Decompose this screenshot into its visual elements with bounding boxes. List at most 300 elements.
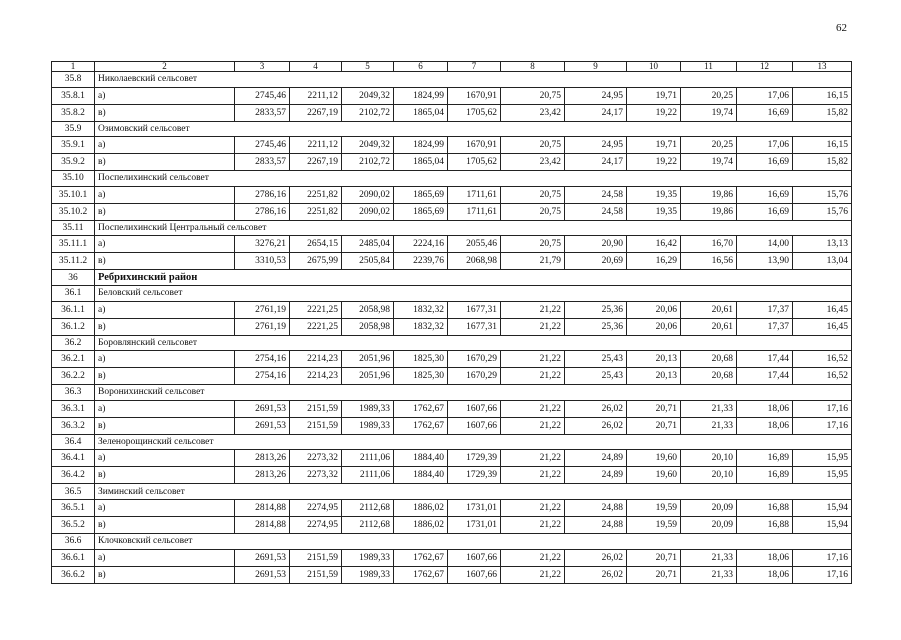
value-cell: 15,95	[793, 467, 852, 484]
value-cell: 20,71	[627, 566, 681, 583]
column-number: 3	[235, 62, 290, 72]
value-cell: 24,17	[565, 154, 627, 171]
section-name: Воронихинский сельсовет	[95, 385, 852, 401]
value-cell: 19,74	[681, 104, 737, 121]
value-cell: 2675,99	[290, 253, 342, 270]
section-code: 35.9	[52, 121, 95, 137]
value-cell: 16,89	[737, 450, 793, 467]
column-number: 5	[342, 62, 394, 72]
value-cell: 1670,91	[448, 137, 501, 154]
row-code: 36.1.1	[52, 301, 95, 318]
district-name: Ребрихинский район	[95, 270, 852, 286]
value-cell: 19,22	[627, 104, 681, 121]
row-label: а)	[95, 351, 235, 368]
value-cell: 2102,72	[342, 154, 394, 171]
row-label: а)	[95, 137, 235, 154]
value-cell: 1731,01	[448, 499, 501, 516]
value-cell: 2267,19	[290, 104, 342, 121]
value-cell: 24,95	[565, 137, 627, 154]
value-cell: 20,06	[627, 318, 681, 335]
value-cell: 2251,82	[290, 203, 342, 220]
value-cell: 1677,31	[448, 301, 501, 318]
value-cell: 19,59	[627, 499, 681, 516]
value-cell: 2239,76	[394, 253, 448, 270]
value-cell: 2090,02	[342, 186, 394, 203]
table-row	[52, 318, 852, 335]
value-cell: 1886,02	[394, 516, 448, 533]
section-name: Боровлянский сельсовет	[95, 335, 852, 351]
column-number: 9	[565, 62, 627, 72]
row-label: а)	[95, 450, 235, 467]
value-cell: 20,71	[627, 549, 681, 566]
value-cell: 19,74	[681, 154, 737, 171]
table-body	[52, 62, 852, 584]
table-row	[52, 203, 852, 220]
row-label: в)	[95, 104, 235, 121]
value-cell: 2691,53	[235, 400, 290, 417]
value-cell: 1731,01	[448, 516, 501, 533]
value-cell: 1824,99	[394, 87, 448, 104]
value-cell: 2691,53	[235, 417, 290, 434]
section-name: Поспелихинский сельсовет	[95, 171, 852, 187]
table-row	[52, 154, 852, 171]
section-header-row	[52, 220, 852, 236]
section-header-row	[52, 171, 852, 187]
section-header-row	[52, 335, 852, 351]
value-cell: 2267,19	[290, 154, 342, 171]
value-cell: 1705,62	[448, 104, 501, 121]
value-cell: 19,71	[627, 87, 681, 104]
value-cell: 2505,84	[342, 253, 394, 270]
value-cell: 2111,06	[342, 467, 394, 484]
value-cell: 1865,04	[394, 154, 448, 171]
value-cell: 1825,30	[394, 368, 448, 385]
row-label: а)	[95, 400, 235, 417]
value-cell: 1729,39	[448, 467, 501, 484]
value-cell: 2745,46	[235, 87, 290, 104]
value-cell: 19,86	[681, 203, 737, 220]
value-cell: 2786,16	[235, 186, 290, 203]
row-code: 35.11.2	[52, 253, 95, 270]
row-code: 35.8.1	[52, 87, 95, 104]
value-cell: 16,69	[737, 186, 793, 203]
value-cell: 3310,53	[235, 253, 290, 270]
value-cell: 2211,12	[290, 137, 342, 154]
value-cell: 21,22	[501, 549, 565, 566]
value-cell: 20,75	[501, 137, 565, 154]
value-cell: 20,13	[627, 351, 681, 368]
value-cell: 17,06	[737, 137, 793, 154]
value-cell: 21,22	[501, 417, 565, 434]
value-cell: 20,68	[681, 368, 737, 385]
value-cell: 17,44	[737, 368, 793, 385]
table-row	[52, 516, 852, 533]
value-cell: 16,56	[681, 253, 737, 270]
row-code: 36.6.2	[52, 566, 95, 583]
table-row	[52, 104, 852, 121]
section-name: Поспелихинский Центральный сельсовет	[95, 220, 852, 236]
value-cell: 21,79	[501, 253, 565, 270]
value-cell: 2274,95	[290, 516, 342, 533]
value-cell: 24,89	[565, 467, 627, 484]
value-cell: 1832,32	[394, 318, 448, 335]
value-cell: 2058,98	[342, 301, 394, 318]
row-code: 35.9.2	[52, 154, 95, 171]
column-number: 4	[290, 62, 342, 72]
value-cell: 2813,26	[235, 467, 290, 484]
value-cell: 2691,53	[235, 566, 290, 583]
value-cell: 21,33	[681, 400, 737, 417]
section-name: Николаевский сельсовет	[95, 72, 852, 88]
row-code: 35.9.1	[52, 137, 95, 154]
section-header-row	[52, 121, 852, 137]
value-cell: 21,22	[501, 318, 565, 335]
row-code: 36.3.1	[52, 400, 95, 417]
row-code: 36.4.1	[52, 450, 95, 467]
value-cell: 24,89	[565, 450, 627, 467]
value-cell: 2051,96	[342, 368, 394, 385]
value-cell: 24,58	[565, 203, 627, 220]
value-cell: 16,15	[793, 87, 852, 104]
value-cell: 1989,33	[342, 400, 394, 417]
value-cell: 2049,32	[342, 87, 394, 104]
value-cell: 19,60	[627, 467, 681, 484]
value-cell: 1762,67	[394, 400, 448, 417]
value-cell: 2745,46	[235, 137, 290, 154]
value-cell: 16,69	[737, 154, 793, 171]
row-code: 36.3.2	[52, 417, 95, 434]
section-header-row	[52, 533, 852, 549]
section-code: 36.6	[52, 533, 95, 549]
row-code: 36.4.2	[52, 467, 95, 484]
tariff-table	[51, 61, 852, 584]
value-cell: 16,45	[793, 318, 852, 335]
row-label: в)	[95, 318, 235, 335]
value-cell: 2833,57	[235, 104, 290, 121]
value-cell: 1825,30	[394, 351, 448, 368]
value-cell: 20,09	[681, 499, 737, 516]
value-cell: 1607,66	[448, 400, 501, 417]
value-cell: 19,71	[627, 137, 681, 154]
value-cell: 13,90	[737, 253, 793, 270]
value-cell: 21,22	[501, 516, 565, 533]
value-cell: 2754,16	[235, 351, 290, 368]
value-cell: 21,22	[501, 566, 565, 583]
value-cell: 20,25	[681, 137, 737, 154]
row-code: 36.5.1	[52, 499, 95, 516]
section-code: 36.5	[52, 484, 95, 500]
row-label: а)	[95, 499, 235, 516]
column-number: 2	[95, 62, 235, 72]
table-row	[52, 400, 852, 417]
value-cell: 1670,29	[448, 351, 501, 368]
value-cell: 20,06	[627, 301, 681, 318]
value-cell: 19,60	[627, 450, 681, 467]
value-cell: 1670,29	[448, 368, 501, 385]
value-cell: 19,35	[627, 186, 681, 203]
value-cell: 1865,69	[394, 203, 448, 220]
value-cell: 2151,59	[290, 549, 342, 566]
table-row	[52, 368, 852, 385]
row-label: в)	[95, 566, 235, 583]
row-code: 36.5.2	[52, 516, 95, 533]
value-cell: 17,37	[737, 301, 793, 318]
value-cell: 2214,23	[290, 368, 342, 385]
value-cell: 20,61	[681, 318, 737, 335]
value-cell: 2224,16	[394, 236, 448, 253]
value-cell: 19,59	[627, 516, 681, 533]
value-cell: 2151,59	[290, 566, 342, 583]
value-cell: 2112,68	[342, 499, 394, 516]
value-cell: 3276,21	[235, 236, 290, 253]
value-cell: 20,75	[501, 186, 565, 203]
value-cell: 18,06	[737, 549, 793, 566]
section-header-row	[52, 285, 852, 301]
value-cell: 15,76	[793, 186, 852, 203]
table-row	[52, 301, 852, 318]
row-code: 35.11.1	[52, 236, 95, 253]
value-cell: 17,37	[737, 318, 793, 335]
page-number: 62	[836, 22, 847, 34]
value-cell: 2273,32	[290, 450, 342, 467]
value-cell: 21,22	[501, 301, 565, 318]
value-cell: 17,06	[737, 87, 793, 104]
value-cell: 17,44	[737, 351, 793, 368]
value-cell: 2068,98	[448, 253, 501, 270]
value-cell: 20,13	[627, 368, 681, 385]
row-code: 36.6.1	[52, 549, 95, 566]
value-cell: 20,71	[627, 400, 681, 417]
value-cell: 18,06	[737, 400, 793, 417]
value-cell: 16,69	[737, 104, 793, 121]
value-cell: 21,22	[501, 351, 565, 368]
value-cell: 1705,62	[448, 154, 501, 171]
row-label: в)	[95, 417, 235, 434]
row-code: 35.10.1	[52, 186, 95, 203]
row-code: 35.8.2	[52, 104, 95, 121]
row-code: 36.1.2	[52, 318, 95, 335]
value-cell: 2151,59	[290, 417, 342, 434]
section-header-row	[52, 434, 852, 450]
value-cell: 16,15	[793, 137, 852, 154]
value-cell: 23,42	[501, 104, 565, 121]
value-cell: 13,13	[793, 236, 852, 253]
value-cell: 2090,02	[342, 203, 394, 220]
value-cell: 21,22	[501, 400, 565, 417]
value-cell: 2049,32	[342, 137, 394, 154]
value-cell: 24,17	[565, 104, 627, 121]
value-cell: 26,02	[565, 417, 627, 434]
row-code: 35.10.2	[52, 203, 95, 220]
value-cell: 24,95	[565, 87, 627, 104]
value-cell: 2761,19	[235, 301, 290, 318]
value-cell: 2813,26	[235, 450, 290, 467]
table-row	[52, 566, 852, 583]
section-name: Зеленорощинский сельсовет	[95, 434, 852, 450]
row-code: 36.2.1	[52, 351, 95, 368]
value-cell: 17,16	[793, 549, 852, 566]
value-cell: 1824,99	[394, 137, 448, 154]
value-cell: 2814,88	[235, 516, 290, 533]
value-cell: 18,06	[737, 417, 793, 434]
value-cell: 2251,82	[290, 186, 342, 203]
value-cell: 2058,98	[342, 318, 394, 335]
section-code: 36	[52, 270, 95, 286]
value-cell: 16,52	[793, 351, 852, 368]
value-cell: 16,89	[737, 467, 793, 484]
value-cell: 16,88	[737, 499, 793, 516]
value-cell: 19,35	[627, 203, 681, 220]
value-cell: 19,22	[627, 154, 681, 171]
value-cell: 1865,04	[394, 104, 448, 121]
value-cell: 1762,67	[394, 549, 448, 566]
section-code: 36.3	[52, 385, 95, 401]
value-cell: 2102,72	[342, 104, 394, 121]
value-cell: 2221,25	[290, 318, 342, 335]
value-cell: 23,42	[501, 154, 565, 171]
value-cell: 1729,39	[448, 450, 501, 467]
value-cell: 25,36	[565, 301, 627, 318]
row-label: в)	[95, 253, 235, 270]
section-name: Клочковский сельсовет	[95, 533, 852, 549]
section-code: 36.1	[52, 285, 95, 301]
table-row	[52, 351, 852, 368]
section-code: 36.4	[52, 434, 95, 450]
column-number: 11	[681, 62, 737, 72]
row-label: а)	[95, 301, 235, 318]
value-cell: 1607,66	[448, 417, 501, 434]
section-code: 36.2	[52, 335, 95, 351]
value-cell: 2814,88	[235, 499, 290, 516]
district-header-row	[52, 270, 852, 286]
value-cell: 21,33	[681, 417, 737, 434]
value-cell: 21,33	[681, 549, 737, 566]
value-cell: 15,76	[793, 203, 852, 220]
column-number: 7	[448, 62, 501, 72]
table-row	[52, 549, 852, 566]
value-cell: 21,22	[501, 368, 565, 385]
value-cell: 1670,91	[448, 87, 501, 104]
value-cell: 16,45	[793, 301, 852, 318]
value-cell: 2214,23	[290, 351, 342, 368]
value-cell: 25,43	[565, 351, 627, 368]
value-cell: 25,36	[565, 318, 627, 335]
section-code: 35.8	[52, 72, 95, 88]
value-cell: 17,16	[793, 400, 852, 417]
value-cell: 1989,33	[342, 566, 394, 583]
column-number: 10	[627, 62, 681, 72]
value-cell: 20,75	[501, 203, 565, 220]
row-label: в)	[95, 368, 235, 385]
value-cell: 26,02	[565, 549, 627, 566]
value-cell: 2151,59	[290, 400, 342, 417]
row-label: в)	[95, 467, 235, 484]
value-cell: 1989,33	[342, 417, 394, 434]
value-cell: 15,82	[793, 104, 852, 121]
value-cell: 1884,40	[394, 450, 448, 467]
value-cell: 1762,67	[394, 417, 448, 434]
value-cell: 1711,61	[448, 186, 501, 203]
row-label: в)	[95, 154, 235, 171]
value-cell: 2055,46	[448, 236, 501, 253]
value-cell: 2786,16	[235, 203, 290, 220]
value-cell: 26,02	[565, 400, 627, 417]
value-cell: 20,09	[681, 516, 737, 533]
column-number: 12	[737, 62, 793, 72]
row-label: а)	[95, 186, 235, 203]
table-row	[52, 137, 852, 154]
table-row	[52, 499, 852, 516]
value-cell: 25,43	[565, 368, 627, 385]
table-row	[52, 253, 852, 270]
value-cell: 1677,31	[448, 318, 501, 335]
value-cell: 20,10	[681, 450, 737, 467]
value-cell: 2221,25	[290, 301, 342, 318]
section-header-row	[52, 484, 852, 500]
value-cell: 14,00	[737, 236, 793, 253]
row-label: а)	[95, 236, 235, 253]
section-name: Зиминский сельсовет	[95, 484, 852, 500]
value-cell: 1884,40	[394, 467, 448, 484]
table-row	[52, 87, 852, 104]
row-code: 36.2.2	[52, 368, 95, 385]
value-cell: 2112,68	[342, 516, 394, 533]
value-cell: 2691,53	[235, 549, 290, 566]
column-number: 1	[52, 62, 95, 72]
row-label: а)	[95, 549, 235, 566]
value-cell: 2273,32	[290, 467, 342, 484]
table-row	[52, 417, 852, 434]
value-cell: 1989,33	[342, 549, 394, 566]
value-cell: 20,61	[681, 301, 737, 318]
column-number-row	[52, 62, 852, 72]
value-cell: 21,33	[681, 566, 737, 583]
section-code: 35.10	[52, 171, 95, 187]
value-cell: 1607,66	[448, 549, 501, 566]
value-cell: 21,22	[501, 499, 565, 516]
column-number: 13	[793, 62, 852, 72]
value-cell: 1865,69	[394, 186, 448, 203]
table-row	[52, 467, 852, 484]
value-cell: 20,75	[501, 87, 565, 104]
value-cell: 21,22	[501, 450, 565, 467]
row-label: а)	[95, 87, 235, 104]
value-cell: 16,69	[737, 203, 793, 220]
section-header-row	[52, 385, 852, 401]
value-cell: 2274,95	[290, 499, 342, 516]
value-cell: 20,71	[627, 417, 681, 434]
table-row	[52, 186, 852, 203]
value-cell: 2211,12	[290, 87, 342, 104]
value-cell: 16,29	[627, 253, 681, 270]
value-cell: 1607,66	[448, 566, 501, 583]
value-cell: 16,88	[737, 516, 793, 533]
value-cell: 24,88	[565, 516, 627, 533]
value-cell: 16,52	[793, 368, 852, 385]
section-code: 35.11	[52, 220, 95, 236]
value-cell: 15,95	[793, 450, 852, 467]
value-cell: 20,90	[565, 236, 627, 253]
section-name: Озимовский сельсовет	[95, 121, 852, 137]
value-cell: 16,42	[627, 236, 681, 253]
value-cell: 17,16	[793, 566, 852, 583]
value-cell: 2485,04	[342, 236, 394, 253]
row-label: в)	[95, 516, 235, 533]
value-cell: 2754,16	[235, 368, 290, 385]
value-cell: 16,70	[681, 236, 737, 253]
value-cell: 1762,67	[394, 566, 448, 583]
section-header-row	[52, 72, 852, 88]
